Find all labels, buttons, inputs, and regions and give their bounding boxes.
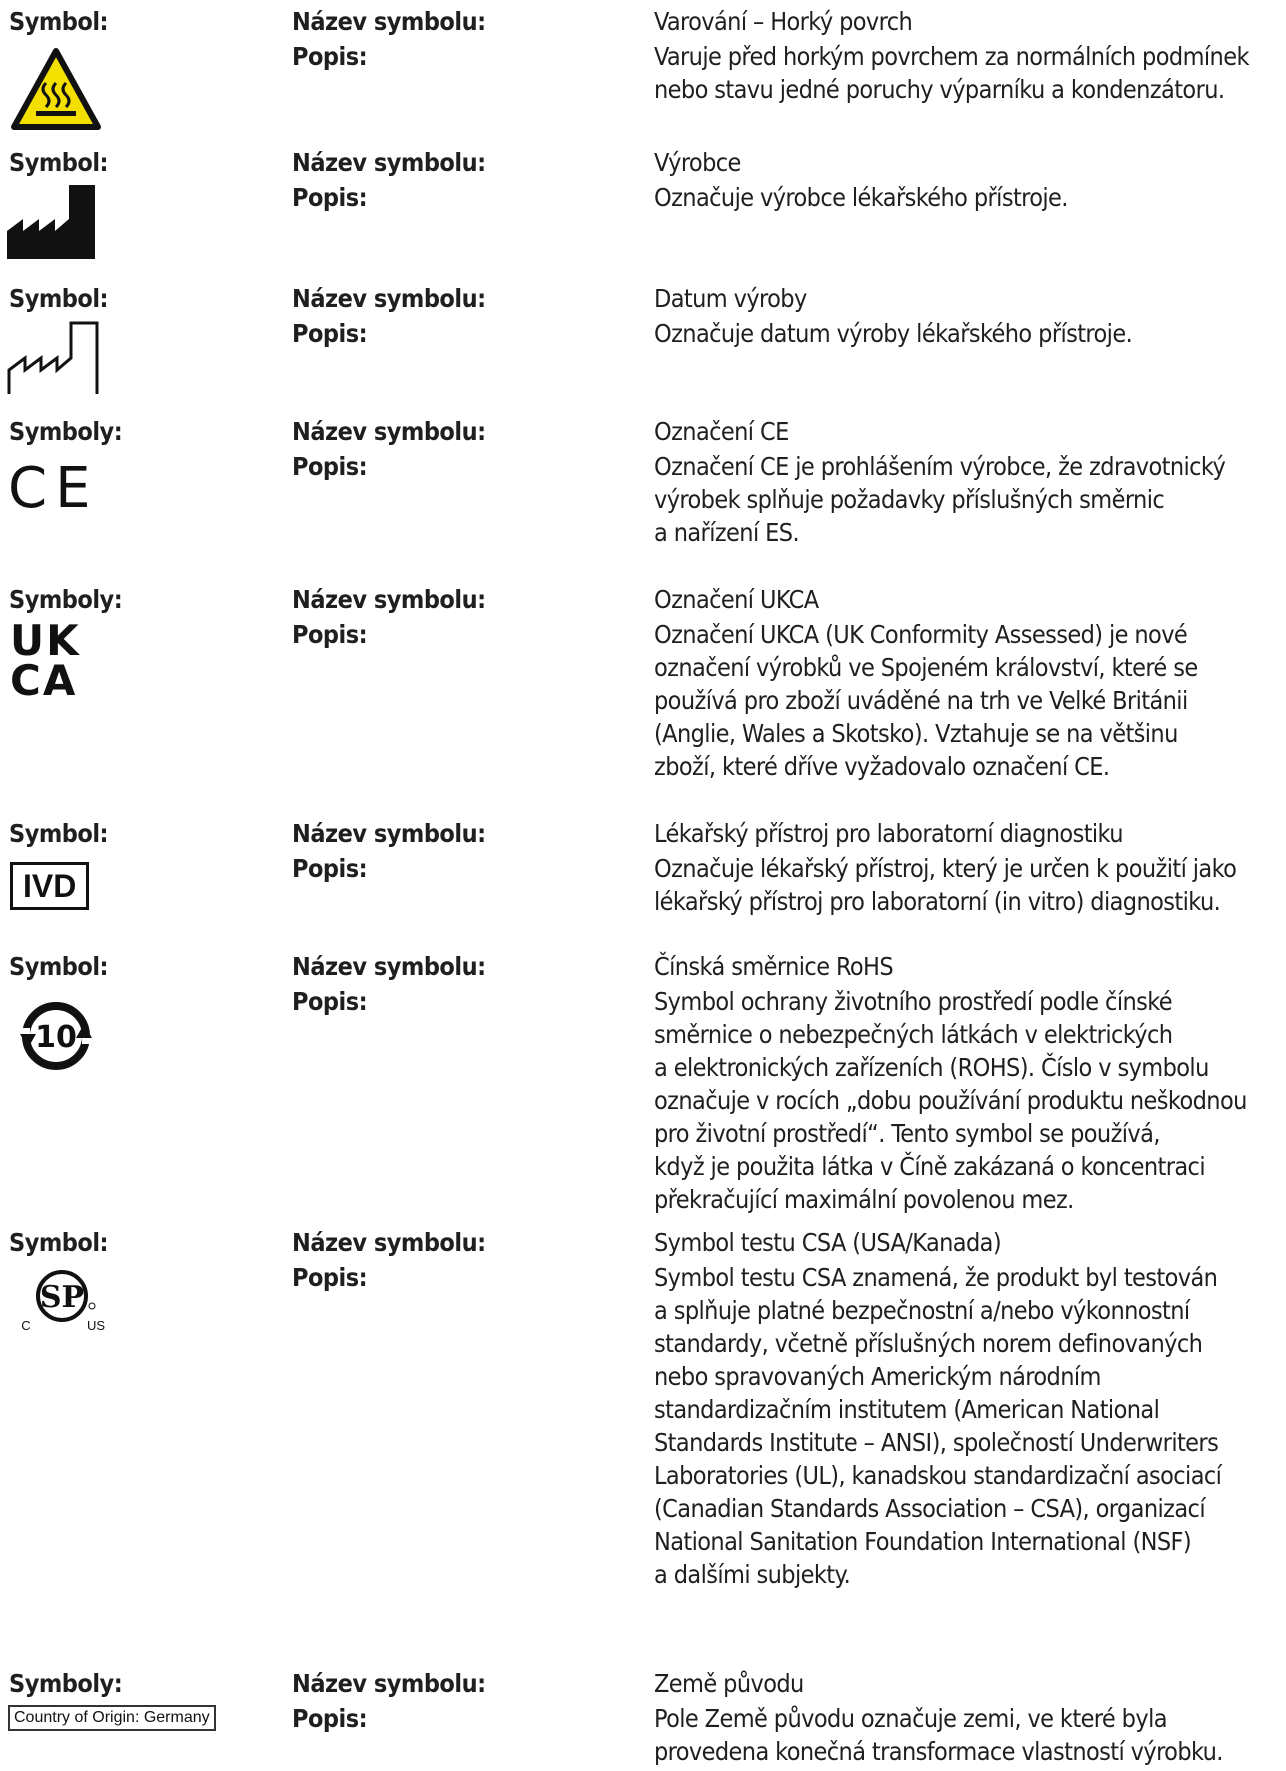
symbol-label: Symbol: [9,952,109,981]
symbol-description: Označení UKCA (UK Conformity Assessed) je nové označení výrobků ve Spojeném království, které se používá pro zboží uváděné na trh ve Velké Británii (Anglie, Wales a Skotsko). Vztahuje se na většinu zboží, které dříve vyžadovalo označení CE. [654,620,1198,781]
symbol-name-label: Název symbolu: [292,1669,486,1698]
symbol-name: Symbol testu CSA (USA/Kanada) [654,1228,1002,1257]
symbol-label: Symbol: [9,1228,109,1257]
symbol-description: Označuje lékařský přístroj, který je určen k použití jako lékařský přístroj pro laboratorní (in vitro) diagnostiku. [654,854,1237,916]
symbol-description: Označuje datum výroby lékařského přístroje. [654,319,1133,348]
symbol-description: Označuje výrobce lékařského přístroje. [654,183,1068,212]
symbol-label: Symbol: [9,148,109,177]
country-of-origin-icon: Country of Origin: Germany [8,1705,216,1731]
symbol-name-label: Název symbolu: [292,585,486,614]
description-label: Popis: [292,1704,368,1733]
manufacturer-icon [7,185,105,259]
symbol-description: Varuje před horkým povrchem za normálních podmínek nebo stavu jedné poruchy výparníku a kondenzátoru. [654,42,1249,104]
description-label: Popis: [292,987,368,1016]
symbol-label: Symboly: [9,585,123,614]
date-of-manufacture-icon [7,320,105,396]
symbol-name-label: Název symbolu: [292,417,486,446]
description-label: Popis: [292,854,368,883]
csa-test-icon [10,1268,110,1336]
symbol-name: Lékařský přístroj pro laboratorní diagnostiku [654,819,1123,848]
symbol-name-label: Název symbolu: [292,7,486,36]
symbol-name-label: Název symbolu: [292,148,486,177]
description-label: Popis: [292,42,368,71]
symbol-name-label: Název symbolu: [292,819,486,848]
rohs-years-text: 10 [35,1020,77,1055]
symbol-description: Symbol ochrany životního prostředí podle čínské směrnice o nebezpečných látkách v elektrických a elektronických zařízeních (ROHS). Číslo v symbolu označuje v rocích „dobu používání produktu neškodnou pro životní prostředí“. Tento symbol se používá, když je použita látka v Číně zakázaná o koncentraci překračující maximální povolenou mez. [654,987,1247,1214]
symbol-name: Čínská směrnice RoHS [654,952,894,981]
description-label: Popis: [292,452,368,481]
symbol-label: Symboly: [9,1669,123,1698]
ukca-mark-bottom: CA [10,656,78,705]
symbol-description: Označení CE je prohlášením výrobce, že zdravotnický výrobek splňuje požadavky příslušných směrnic a nařízení ES. [654,452,1226,547]
description-label: Popis: [292,1263,368,1292]
symbol-name-label: Název symbolu: [292,284,486,313]
ce-mark-icon: CE [8,456,99,521]
symbol-name: Označení CE [654,417,789,446]
ivd-icon: IVD [10,862,89,910]
csa-mark-text: SP [39,1280,85,1315]
symbol-name: Varování – Horký povrch [654,7,913,36]
csa-c-text: C [21,1318,31,1333]
symbol-label: Symboly: [9,417,123,446]
symbol-name-label: Název symbolu: [292,1228,486,1257]
symbol-label: Symbol: [9,284,109,313]
symbol-label: Symbol: [9,819,109,848]
symbol-name: Datum výroby [654,284,807,313]
hot-surface-warning-icon [10,47,102,131]
symbol-label: Symbol: [9,7,109,36]
symbol-description: Pole Země původu označuje zemi, ve které byla provedena konečná transformace vlastností výrobku. [654,1704,1223,1766]
description-label: Popis: [292,319,368,348]
symbol-description: Symbol testu CSA znamená, že produkt byl testován a splňuje platné bezpečnostní a/nebo výkonnostní standardy, včetně příslušných norem definovaných nebo spravovaných Americkým národním standardizačním institutem (American National Standards Institute – ANSI), společností Underwriters Laboratories (UL), kanadskou standardizační asociací (Canadian Standards Association – CSA), organizací National Sanitation Foundation International (NSF) a dalšími subjekty. [654,1263,1222,1589]
ukca-mark-icon [10,616,81,705]
symbol-name: Země původu [654,1669,804,1698]
china-rohs-icon [18,998,94,1074]
symbol-name: Výrobce [654,148,741,177]
description-label: Popis: [292,183,368,212]
csa-us-text: US [86,1318,106,1333]
description-label: Popis: [292,620,368,649]
symbol-name-label: Název symbolu: [292,952,486,981]
symbol-name: Označení UKCA [654,585,819,614]
ukca-mark-top: UK [10,616,81,665]
